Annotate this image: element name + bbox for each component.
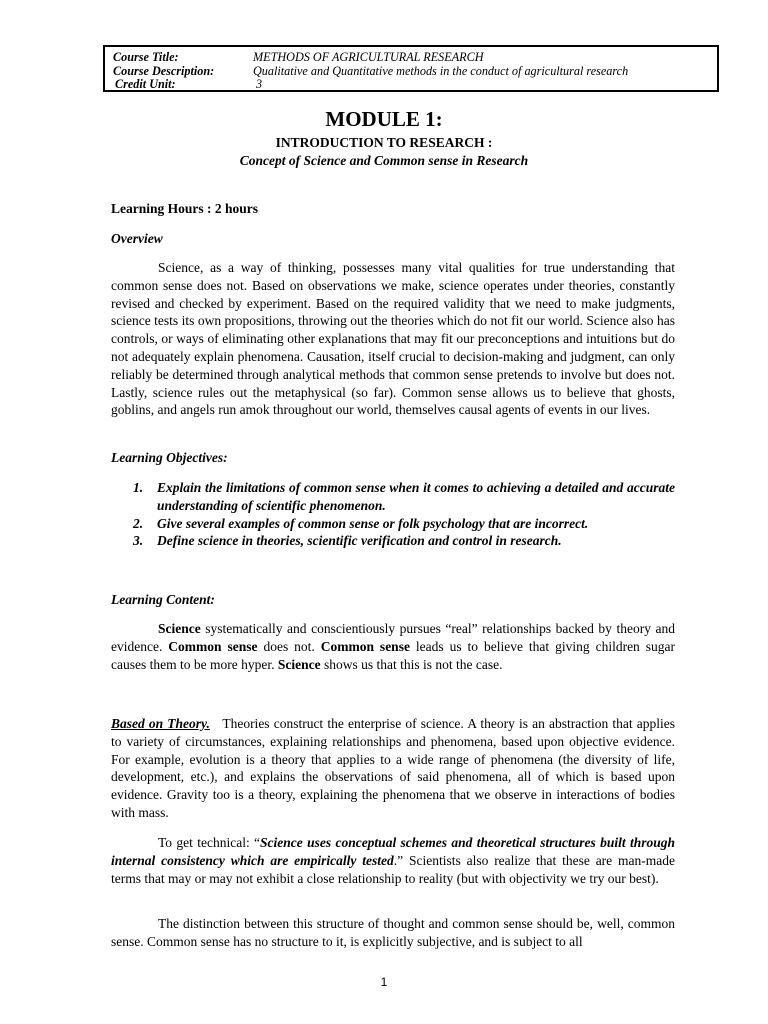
content-paragraph-science: Science systematically and conscientiously pursues “real” relationships backed by theory and evidence. Common sense does not. Common sense leads us to believe that giving children sugar causes them to be more hyper. Science shows us that this is not the case.	[111, 621, 675, 672]
module-heading: INTRODUCTION TO RESEARCH :	[275, 135, 493, 150]
credit-unit-row	[105, 77, 717, 91]
module-subheading: Concept of Science and Common sense in Research	[239, 153, 529, 168]
content-paragraph-technical: To get technical: “Science uses conceptual schemes and theoretical structures built through internal consistency which are empirically tested.” Scientists also realize that these are man-made terms that may or may not exhibit a close relationship to reality (but with objectivity we try our best).	[111, 835, 676, 886]
credit-unit-label: Credit Unit:	[115, 77, 176, 91]
course-description-label: Course Description:	[113, 63, 215, 78]
module-title: MODULE 1:	[325, 107, 443, 131]
content-paragraph-theory: Based on Theory. Theories construct the enterprise of science. A theory is an abstraction that applies to variety of circumstances, explaining relationships and phenomena, based upon objective evidence. For example, evolution is a theory that applies to a wide range of phenomena (the diversity of life, development, etc.), and explains the observations of said phenomena, all of which is based upon evidence. Gravity too is a theory, explaining the phenomena that we observe in interactions of bodies with mass.	[111, 716, 675, 820]
objective-item: 3. Define science in theories, scientific verification and control in research.	[133, 533, 562, 549]
course-info-box	[103, 45, 719, 92]
course-description-row	[105, 64, 717, 78]
course-description-value: Qualitative and Quantitative methods in the conduct of agricultural research	[253, 63, 629, 78]
overview-paragraph: Science, as a way of thinking, possesses many vital qualities for true understanding that common sense does not. Based on observations we make, science operates under theories, constantly revised and checked by experiment. Based on the required validity that we need to make judgments, science tests its own propositions, throwing out the theories which do not fit our world. Science also has controls, or ways of eliminating other explanations that may fit our preconceptions and intuitions but do not adequately explain phenomena. Causation, itself crucial to decision-making and judgment, can only reliably be determined through analytical methods that common sense pretends to involve but does not. Lastly, science rules out the metaphysical (so far). Common sense allows us to believe that ghosts, goblins, and angels run amok throughout our world, themselves causal agents of events in our lives.	[111, 260, 675, 418]
learning-content-heading: Learning Content:	[111, 592, 215, 607]
objective-item: 1. Explain the limitations of common sense when it comes to achieving a detailed and accurate understanding of scientific phenomenon.	[133, 480, 675, 513]
overview-heading: Overview	[111, 231, 163, 246]
page-number: 1	[380, 975, 388, 989]
credit-unit-value: 3	[256, 77, 263, 91]
content-paragraph-distinction: The distinction between this structure of thought and common sense should be, well, common sense. Common sense has no structure to it, is explicitly subjective, and is subject to all	[111, 916, 675, 949]
objectives-list	[133, 479, 675, 550]
course-title-row	[105, 50, 717, 64]
based-on-theory-label: Based on Theory.	[111, 716, 210, 731]
course-title-value: METHODS OF AGRICULTURAL RESEARCH	[253, 50, 484, 64]
objectives-heading: Learning Objectives:	[111, 450, 228, 465]
learning-hours: Learning Hours : 2 hours	[111, 201, 259, 216]
objective-item: 2. Give several examples of common sense or folk psychology that are incorrect.	[133, 515, 589, 531]
course-title-label: Course Title:	[113, 50, 179, 64]
